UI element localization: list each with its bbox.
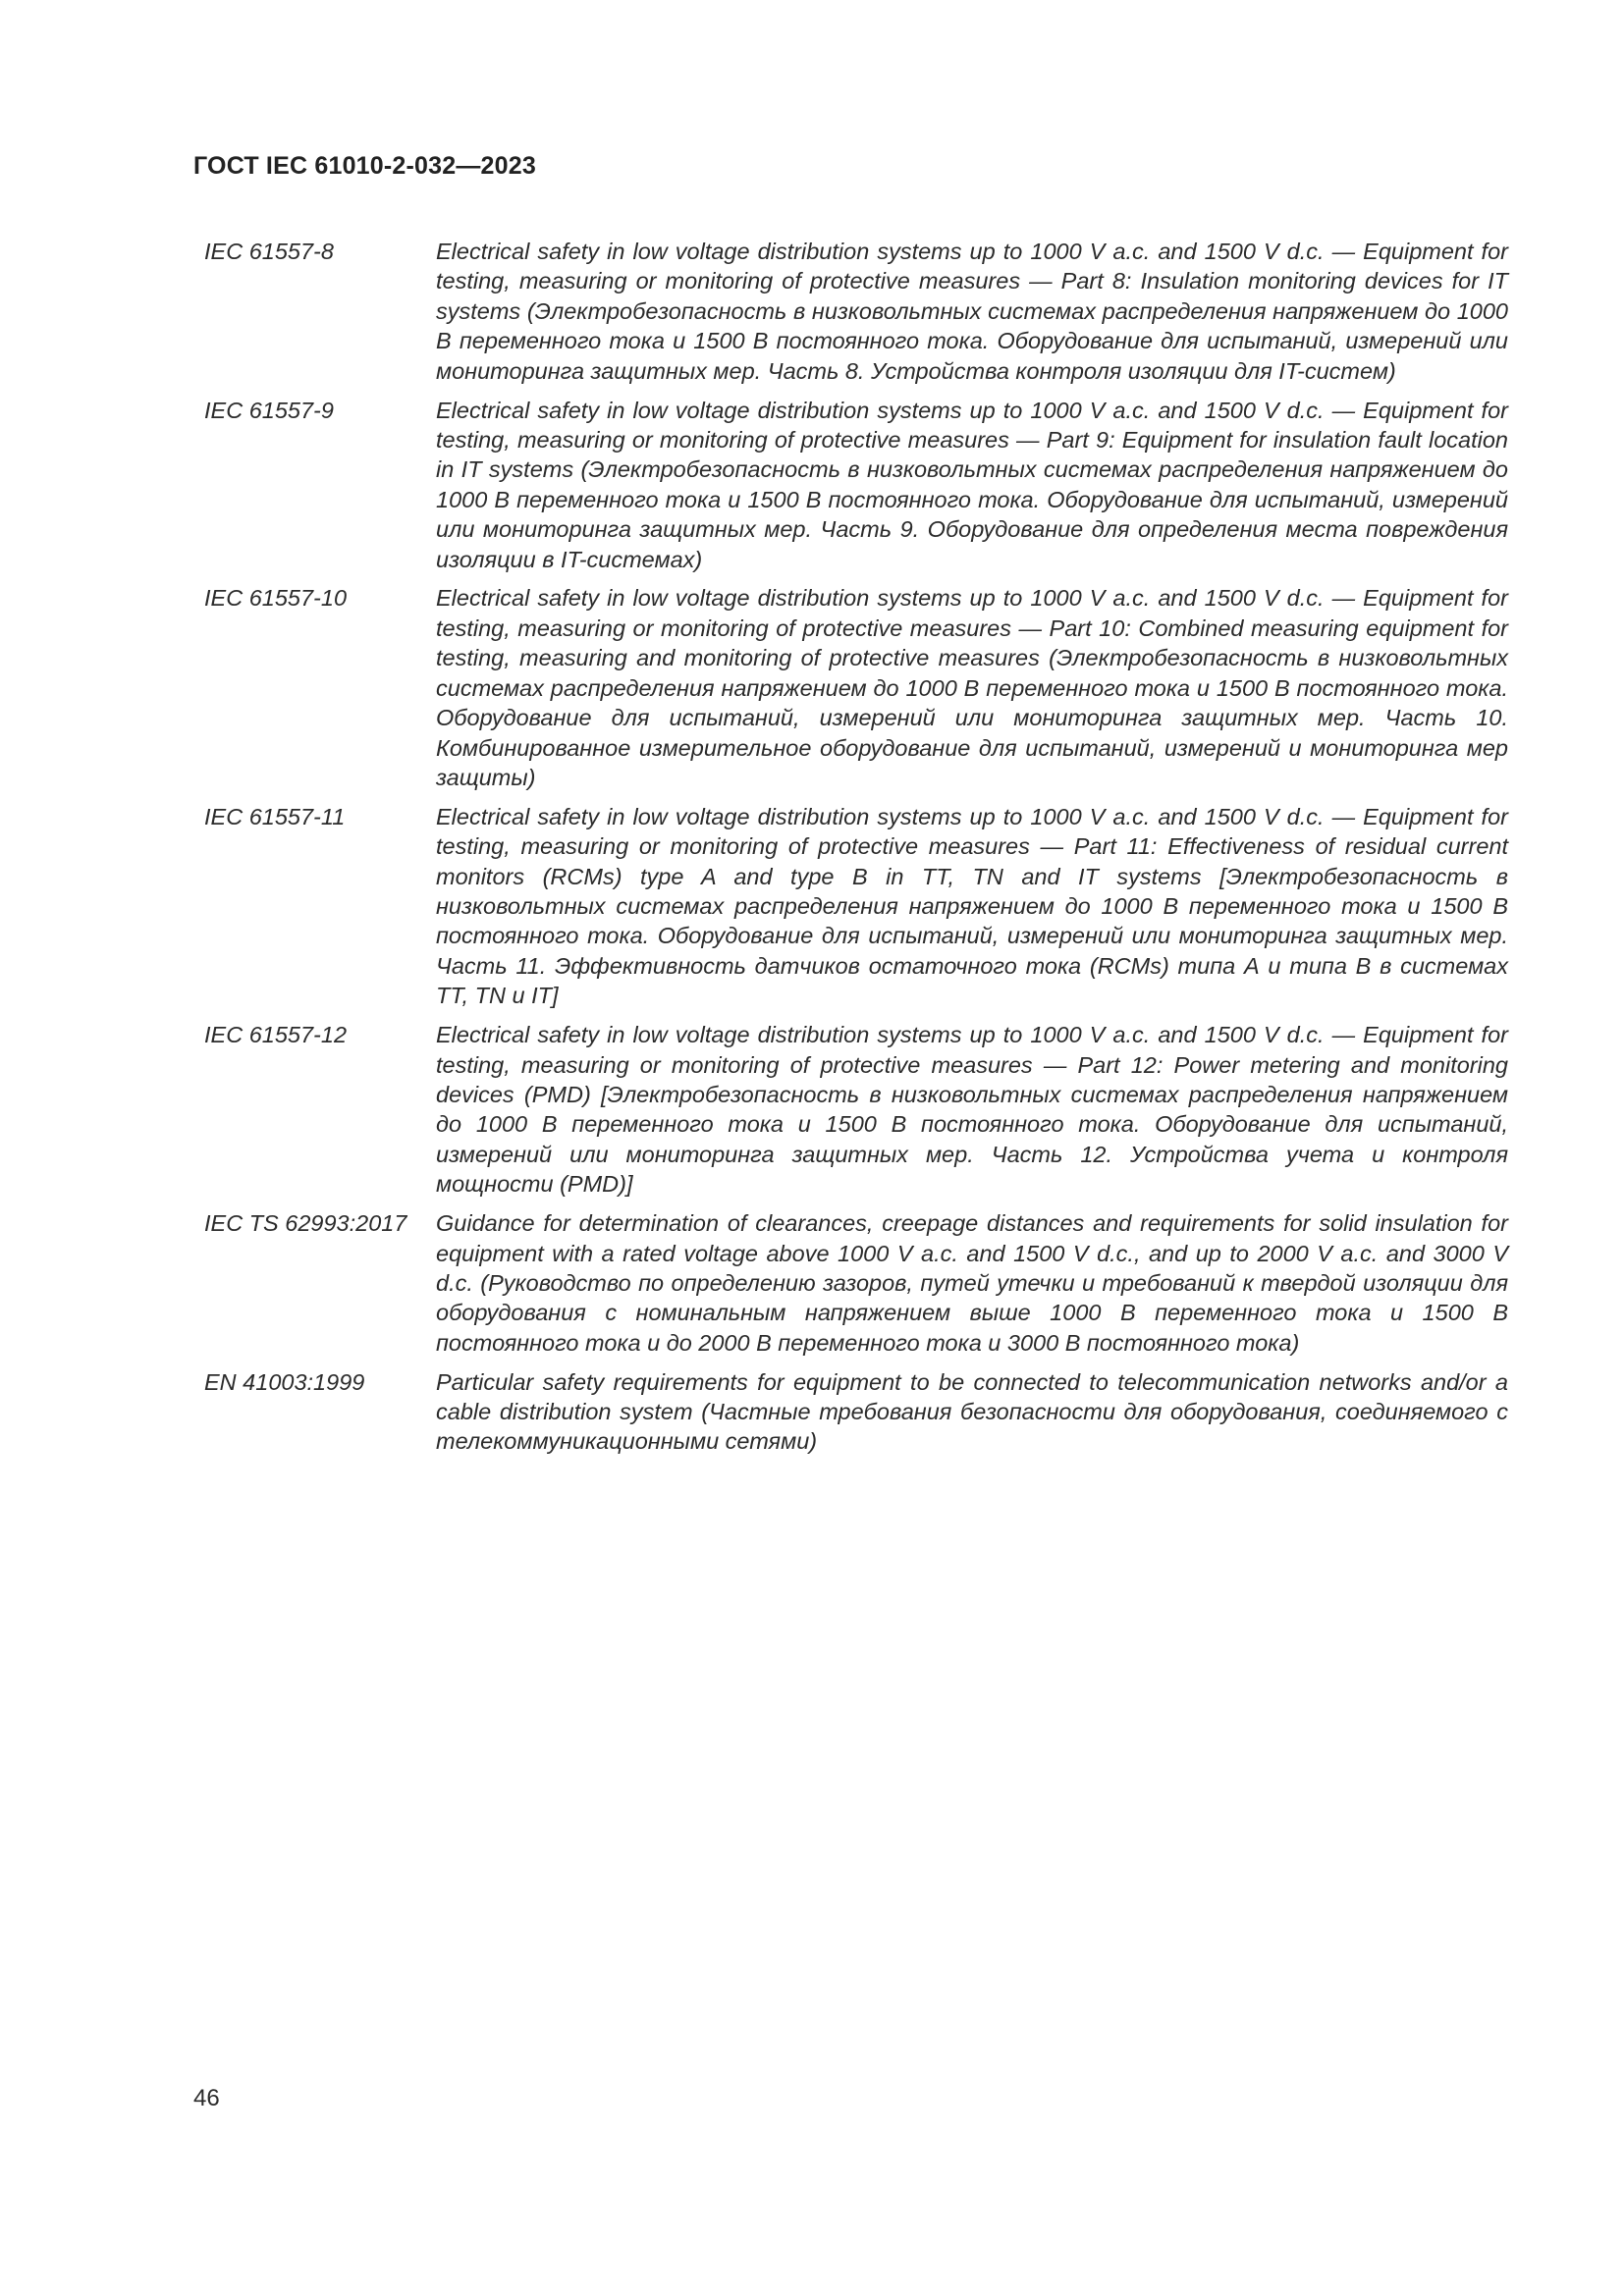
reference-entry [204,237,1508,386]
reference-title: Particular safety requirements for equipment to be connected to telecommunication networks and/or a cable distribution system (Частные требования безопасности для оборудования, соединяемого с телекоммуникационными сетями) [436,1368,1508,1455]
reference-entry [204,583,1508,792]
reference-title: Guidance for determination of clearances, creepage distances and requirements for solid insulation for equipment with a rated voltage above 1000 V a.c. and 1500 V d.c., and up to 2000 V a.c. and 3000 V d.c. (Руководство по определению зазоров, путей утечки и требований к твердой изоляции для оборудования с номинальным напряжением выше 1000 В переменного тока и 1500 В постоянного тока и до 2000 В переменного тока и 3000 В постоянного тока) [436,1210,1508,1356]
document-header: ГОСТ IEC 61010-2-032—2023 [193,152,536,180]
reference-title: Electrical safety in low voltage distribution systems up to 1000 V a.c. and 1500 V d.c. — Equipment for testing, measuring or monitoring of protective measures — Part 9: Equipment for insulation fault location in IT systems (Электробезопасность в низковольтных системах распределения напряжением до 1000 В переменного тока и 1500 В постоянного тока. Оборудование для испытаний, измерений или мониторинга защитных мер. Часть 9. Оборудование для определения места повреждения изоляции в IT-системах) [436,397,1508,572]
reference-entry [204,1367,1508,1457]
reference-entry [204,1208,1508,1358]
reference-entry [204,1020,1508,1199]
page-number: 46 [193,2085,220,2111]
reference-id: IEC 61557-8 [204,239,334,264]
reference-id: IEC 61557-9 [204,397,334,423]
reference-title: Electrical safety in low voltage distribution systems up to 1000 V a.c. and 1500 V d.c. — Equipment for testing, measuring or monitoring of protective measures — Part 8: Insulation monitoring devices for IT systems (Электробезопасность в низковольтных системах распределения напряжением до 1000 В переменного тока и 1500 В постоянного тока. Оборудование для испытаний, измерений или мониторинга защитных мер. Часть 8. Устройства контроля изоляции для IT-систем) [436,239,1508,384]
reference-entry [204,802,1508,1011]
reference-title: Electrical safety in low voltage distribution systems up to 1000 V a.c. and 1500 V d.c. — Equipment for testing, measuring or monitoring of protective measures — Part 10: Combined measuring equipment for testing, measuring and monitoring of protective measures (Электробезопасность в низковольтных системах распределения напряжением до 1000 В переменного тока и 1500 В постоянного тока. Оборудование для испытаний, измерений или мониторинга защитных мер. Часть 10. Комбинированное измерительное оборудование для испытаний, измерений и мониторинга мер защиты) [436,585,1508,790]
reference-id: IEC 61557-12 [204,1022,348,1048]
reference-title: Electrical safety in low voltage distribution systems up to 1000 V a.c. and 1500 V d.c. — Equipment for testing, measuring or monitoring of protective measures — Part 12: Power metering and monitoring devices (PMD) [Электробезопасность в низковольтных системах распределения напряжением до 1000 В переменного тока и 1500 В постоянного тока. Оборудование для испытаний, измерений или мониторинга защитных мер. Часть 12. Устройства учета и контроля мощности (PMD)] [436,1022,1508,1198]
reference-id: IEC TS 62993:2017 [204,1210,407,1237]
reference-title: Electrical safety in low voltage distribution systems up to 1000 V a.c. and 1500 V d.c. — Equipment for testing, measuring or monitoring of protective measures — Part 11: Effectiveness of residual current monitors (RCMs) type A and type B in TT, TN and IT systems [Электробезопасность в низковольтных системах распределения напряжением до 1000 В переменного тока и 1500 В постоянного тока. Оборудование для испытаний, измерений или мониторинга защитных мер. Часть 11. Эффективность датчиков остаточного тока (RCMs) типа А и типа В в системах TT, TN и IT] [436,803,1508,1009]
reference-id: IEC 61557-11 [204,803,346,829]
reference-list [204,237,1508,1466]
reference-entry [204,396,1508,574]
reference-id: EN 41003:1999 [204,1368,365,1395]
reference-id: IEC 61557-10 [204,585,348,612]
